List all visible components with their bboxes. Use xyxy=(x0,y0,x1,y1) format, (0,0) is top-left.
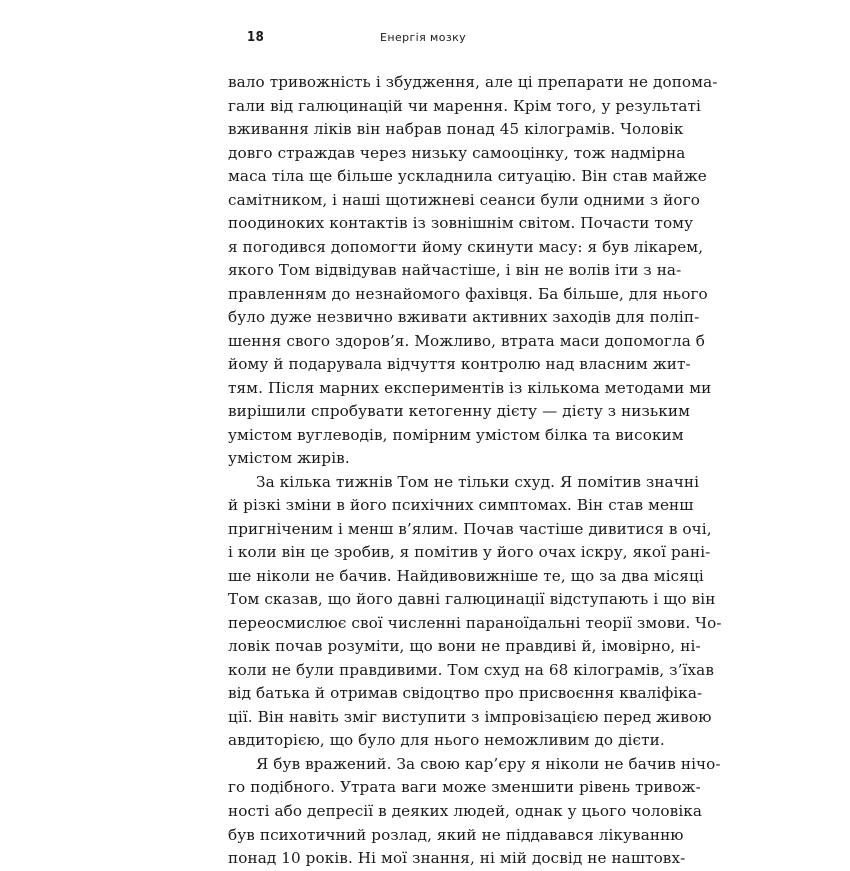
text-line: умістом жирів. xyxy=(228,449,350,468)
text-line: й різкі зміни в його психічних симптомах. Він став менш xyxy=(228,496,694,515)
page-number: 18 xyxy=(247,30,265,45)
text-line: понад 10 років. Ні мої знання, ні мій досвід не наштовх- xyxy=(228,849,686,868)
text-line: від батька й отримав свідоцтво про присвоєння кваліфіка- xyxy=(228,684,703,703)
text-line: го подібного. Утрата ваги може зменшити рівень тривож- xyxy=(228,778,701,797)
text-line: вало тривожність і збудження, але ці препарати не допома- xyxy=(228,73,718,91)
text-line: і коли він це зробив, я помітив у його очах іскру, якої рані- xyxy=(228,543,711,562)
text-line: Том сказав, що його давні галюцинації відступають і що він xyxy=(228,590,716,609)
text-line: гали від галюцинацій чи марення. Крім того, у результаті xyxy=(228,96,701,115)
text-line: правленням до незнайомого фахівця. Ба більше, для нього xyxy=(228,284,708,303)
text-line: якого Том відвідував найчастіше, і він не волів іти з на- xyxy=(228,261,682,280)
text-line: було дуже незвично вживати активних заходів для поліп- xyxy=(228,308,700,327)
text-line: вирішили спробувати кетогенну дієту — дієту з низьким xyxy=(228,402,691,421)
text-line: авдиторією, що було для нього неможливим до дієти. xyxy=(228,731,665,750)
text-line: я погодився допомогти йому скинути масу: я був лікарем, xyxy=(228,237,704,256)
text-line: самітником, і наші щотижневі сеанси були одними з його xyxy=(228,190,700,209)
text-line: поодиноких контактів із зовнішнім світом. Почасти тому xyxy=(228,214,694,233)
text-line: Я був вражений. За свою кар’єру я ніколи не бачив нічо- xyxy=(256,754,721,773)
text-line: вживання ліків він набрав понад 45 кілограмів. Чоловік xyxy=(228,120,684,139)
text-line: тям. Після марних експериментів із кількома методами ми xyxy=(228,378,712,397)
body-text xyxy=(228,71,722,871)
text-line: ше ніколи не бачив. Найдивовижніше те, що за два місяці xyxy=(228,566,704,585)
text-line: був психотичний розлад, який не піддавався лікуванню xyxy=(228,825,684,844)
text-line: ловік почав розуміти, що вони не правдиві й, імовірно, ні- xyxy=(228,637,701,656)
text-line: довго страждав через низьку самооцінку, тож надмірна xyxy=(228,143,686,162)
text-line: коли не були правдивими. Том схуд на 68 кілограмів, з’їхав xyxy=(228,660,714,679)
text-line: йому й подарувала відчуття контролю над власним жит- xyxy=(228,355,691,374)
text-line: маса тіла ще більше ускладнила ситуацію. Він став майже xyxy=(228,167,707,186)
text-line: пригніченим і менш в’ялим. Почав частіше дивитися в очі, xyxy=(228,519,712,538)
page-header xyxy=(228,30,622,50)
text-line: переосмислює свої численні параноїдальні теорії змови. Чо- xyxy=(228,613,722,632)
text-line: ності або депресії в деяких людей, однак у цього чоловіка xyxy=(228,801,703,820)
text-line: умістом вуглеводів, помірним умістом білка та високим xyxy=(228,425,684,444)
text-line: За кілька тижнів Том не тільки схуд. Я помітив значні xyxy=(256,472,700,491)
text-line: ції. Він навіть зміг виступити з імпровізацією перед живою xyxy=(228,707,712,726)
running-title: Енергія мозку xyxy=(380,31,467,44)
text-line: шення свого здоров’я. Можливо, втрата маси допомогла б xyxy=(228,331,706,350)
